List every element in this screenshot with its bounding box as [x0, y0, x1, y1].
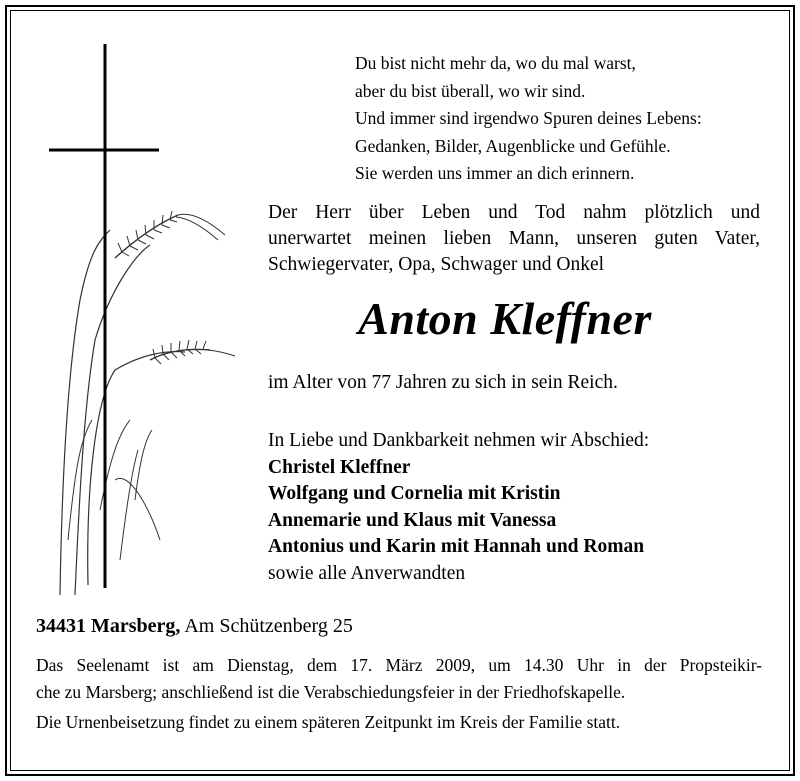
mourner-name: Annemarie und Klaus mit Vanessa — [268, 509, 557, 531]
poem — [355, 50, 702, 188]
service-line: che zu Marsberg; anschließend ist die Verabschiedungsfeier in der Friedhofskapelle. — [36, 681, 626, 702]
intro-line: unerwartet meinen lieben Mann, unseren guten Vater, — [268, 228, 760, 249]
mourners-list — [268, 428, 649, 587]
address-city: 34431 Marsberg, — [36, 615, 181, 637]
deceased-name: Anton Kleffner — [358, 293, 652, 344]
service-info — [36, 652, 762, 736]
service-line: Die Urnenbeisetzung findet zu einem späteren Zeitpunkt im Kreis der Familie statt. — [36, 712, 621, 732]
intro-text — [268, 200, 760, 278]
poem-line: Und immer sind irgendwo Spuren deines Lebens: — [355, 108, 702, 128]
mourner-name: Wolfgang und Cornelia mit Kristin — [268, 483, 561, 504]
address-street: Am Schützenberg 25 — [184, 615, 353, 637]
wheat-ears-icon — [60, 211, 235, 595]
mourner-name: Christel Kleffner — [268, 456, 411, 478]
poem-line: Gedanken, Bilder, Augenblicke und Gefühle. — [355, 135, 671, 156]
mourners-closing: sowie alle Anverwandten — [268, 562, 466, 584]
intro-line: Der Herr über Leben und Tod nahm plötzlich und — [268, 202, 760, 223]
address — [36, 613, 353, 639]
poem-line: Sie werden uns immer an dich erinnern. — [355, 163, 635, 183]
poem-line: Du bist nicht mehr da, wo du mal warst, — [355, 53, 636, 73]
age-line: im Alter von 77 Jahren zu sich in sein Reich. — [268, 372, 618, 393]
mourner-name: Antonius und Karin mit Hannah und Roman — [268, 536, 645, 557]
service-line: Das Seelenamt ist am Dienstag, dem 17. März 2009, um 14.30 Uhr in der Propsteikir- — [36, 655, 762, 675]
cross-and-wheat-decoration — [40, 40, 240, 600]
intro-line: Schwiegervater, Opa, Schwager und Onkel — [268, 254, 605, 275]
mourners-heading: In Liebe und Dankbarkeit nehmen wir Abschied: — [268, 430, 650, 451]
poem-line: aber du bist überall, wo wir sind. — [355, 80, 586, 101]
cross-icon — [49, 44, 159, 588]
